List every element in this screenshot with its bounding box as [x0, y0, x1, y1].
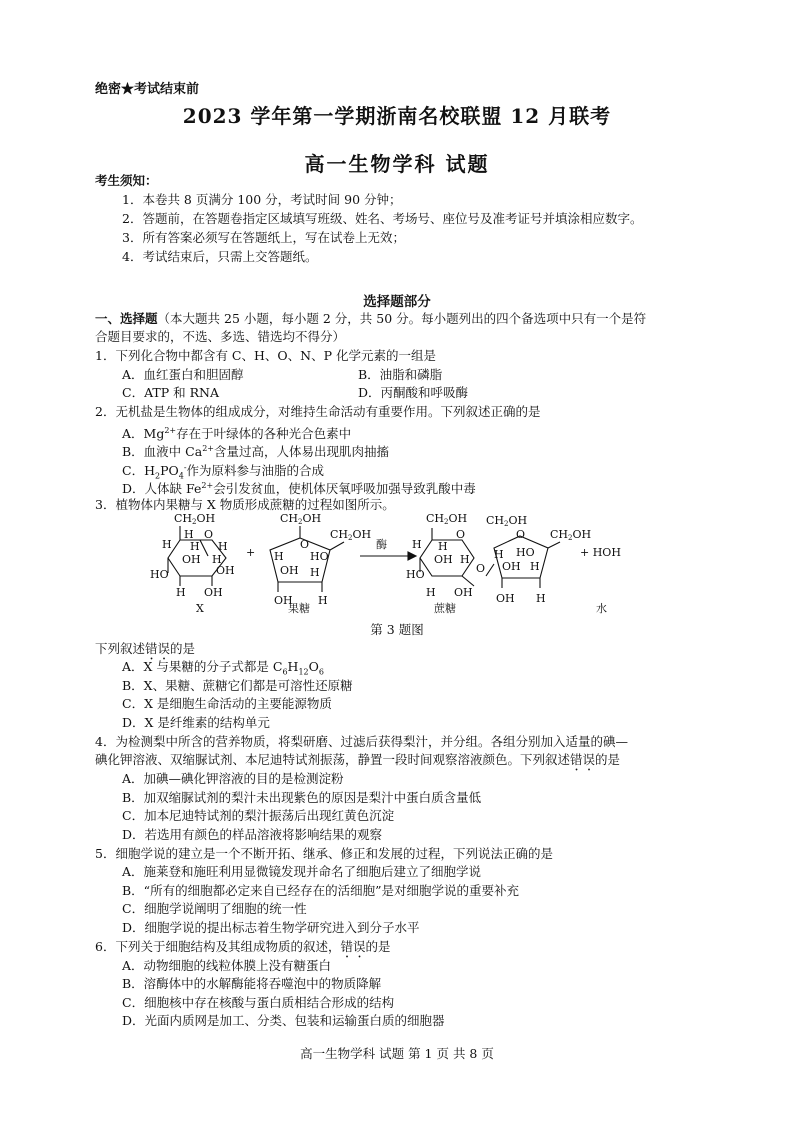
q3-option-d: D．X 是纤维素的结构单元	[122, 715, 270, 730]
question-6-stem: 6．下列关于细胞结构及其组成物质的叙述，错误的是	[95, 939, 391, 954]
svg-text:OH: OH	[204, 586, 223, 599]
q6-option-a: A．动物细胞的线粒体膜上没有糖蛋白	[122, 958, 332, 973]
q6-option-b: B．溶酶体中的水解酶能将吞噬泡中的物质降解	[122, 976, 382, 991]
svg-text:CH2OH: CH2OH	[330, 528, 372, 542]
svg-text:果糖: 果糖	[288, 602, 310, 615]
notice-item: 4．考试结束后，只需上交答题纸。	[122, 249, 318, 264]
notice-item: 1．本卷共 8 页满分 100 分，考试时间 90 分钟；	[122, 192, 402, 207]
q4-option-c: C．加本尼迪特试剂的梨汁振荡后出现红黄色沉淀	[122, 808, 395, 823]
q6-option-d: D．光面内质网是加工、分类、包装和运输蛋白质的细胞器	[122, 1013, 445, 1028]
svg-text:CH2OH: CH2OH	[550, 528, 592, 542]
svg-text:H: H	[190, 540, 200, 553]
q3-option-a: A．X 与果糖的分子式都是 $C_6H_{12}O_6$	[122, 659, 324, 677]
q4-option-b: B．加双缩脲试剂的梨汁未出现紫色的原因是梨汁中蛋白质含量低	[122, 790, 482, 805]
svg-text:CH2OH: CH2OH	[174, 512, 216, 526]
svg-text:CH2OH: CH2OH	[426, 512, 468, 526]
svg-text:OH: OH	[496, 592, 515, 605]
part-label: 一、选择题	[95, 311, 158, 326]
svg-text:H: H	[412, 538, 422, 551]
svg-text:OH: OH	[280, 564, 299, 577]
svg-text:H: H	[184, 528, 194, 541]
q2-option-d: D．人体缺 $Fe^{2+}$会引发贫血，使机体厌氧呼吸加强导致乳酸中毒	[122, 481, 476, 497]
svg-text:H: H	[176, 586, 186, 599]
part-intro	[95, 310, 646, 327]
sucrose-synthesis-figure	[150, 508, 650, 620]
q3-option-b: B．X、果糖、蔗糖它们都是可溶性还原糖	[122, 678, 353, 693]
svg-text:OH: OH	[454, 586, 473, 599]
svg-text:O: O	[476, 562, 486, 575]
svg-text:水: 水	[596, 602, 607, 615]
svg-text:OH: OH	[434, 553, 453, 566]
question-1-stem: 1．下列化合物中都含有 C、H、O、N、P 化学元素的一组是	[95, 348, 436, 363]
page-footer: 高一生物学科 试题 第 1 页 共 8 页	[300, 1046, 494, 1061]
svg-text:+: +	[246, 546, 256, 559]
svg-text:H: H	[212, 553, 222, 566]
svg-text:HO: HO	[406, 568, 425, 581]
svg-text:O: O	[516, 528, 526, 541]
svg-text:OH: OH	[502, 560, 521, 573]
q2-option-a: A．$Mg^{2+}$存在于叶绿体的各种光合色素中	[122, 426, 352, 442]
svg-text:HO: HO	[310, 550, 329, 563]
svg-text:H: H	[318, 594, 328, 607]
q3-option-c: C．X 是细胞生命活动的主要能源物质	[122, 696, 332, 711]
question-4-stem: 4．为检测梨中所含的营养物质，将梨研磨、过滤后获得梨汁，并分组。各组分别加入适量的碘—	[95, 734, 628, 749]
question-5-stem: 5．细胞学说的建立是一个不断开拓、继承、修正和发展的过程，下列说法正确的是	[95, 846, 553, 861]
svg-text:HO: HO	[516, 546, 535, 559]
exam-title: 2023 学年第一学期浙南名校联盟 12 月联考	[182, 104, 612, 128]
svg-text:H: H	[310, 566, 320, 579]
q5-option-b: B．“所有的细胞都必定来自已经存在的活细胞”是对细胞学说的重要补充	[122, 883, 519, 898]
exam-subtitle: 高一生物学科 试题	[304, 152, 490, 176]
svg-text:H: H	[438, 540, 448, 553]
svg-text:H: H	[274, 550, 284, 563]
section-title: 选择题部分	[363, 294, 431, 310]
q5-option-c: C．细胞学说阐明了细胞的统一性	[122, 901, 307, 916]
svg-text:+ HOH: + HOH	[580, 546, 621, 559]
svg-text:H: H	[536, 592, 546, 605]
q5-option-a: A．施莱登和施旺利用显微镜发现并命名了细胞后建立了细胞学说	[122, 864, 482, 879]
svg-text:H: H	[218, 540, 228, 553]
q1-option-b: B．油脂和磷脂	[358, 367, 443, 382]
q1-option-a: A．血红蛋白和胆固醇	[122, 367, 244, 382]
notice-item: 2．答题前，在答题卷指定区域填写班级、姓名、考场号、座位号及准考证号并填涂相应数字。	[122, 211, 643, 226]
svg-text:H: H	[162, 538, 172, 551]
svg-text:O: O	[456, 528, 466, 541]
confidential-mark: 绝密★考试结束前	[95, 82, 200, 97]
q2-option-b: B．血液中 $Ca^{2+}$含量过高，人体易出现肌肉抽搐	[122, 444, 389, 460]
svg-text:OH: OH	[216, 564, 235, 577]
question-2-stem: 2．无机盐是生物体的组成成分，对维持生命活动有重要作用。下列叙述正确的是	[95, 404, 541, 419]
svg-text:H: H	[426, 586, 436, 599]
svg-text:OH: OH	[274, 594, 293, 607]
svg-text:蔗糖: 蔗糖	[434, 602, 456, 615]
svg-text:CH2OH: CH2OH	[486, 514, 528, 528]
svg-text:酶: 酶	[376, 538, 387, 551]
part-desc: （本大题共 25 小题，每小题 2 分，共 50 分。每小题列出的四个备选项中只有一个是符	[157, 311, 647, 326]
svg-text:CH2OH: CH2OH	[280, 512, 322, 526]
question-4-stem-2: 碘化钾溶液、双缩脲试剂、本尼迪特试剂振荡，静置一段时间观察溶液颜色。下列叙述错误的是	[95, 752, 621, 767]
svg-text:H: H	[530, 560, 540, 573]
q3-lead: 下列叙述错误的是	[95, 641, 196, 656]
q2-option-c: C．$H_2PO_4^-$作为原料参与油脂的合成	[122, 463, 325, 481]
svg-text:O: O	[204, 528, 214, 541]
part-desc-2: 合题目要求的，不选、多选、错选均不得分）	[95, 329, 346, 344]
svg-text:OH: OH	[182, 553, 201, 566]
q6-option-c: C．细胞核中存在核酸与蛋白质相结合形成的结构	[122, 995, 395, 1010]
notice-heading: 考生须知：	[95, 173, 158, 188]
q1-option-c: C．ATP 和 RNA	[122, 385, 219, 400]
q4-option-d: D．若选用有颜色的样品溶液将影响结果的观察	[122, 827, 383, 842]
svg-text:H: H	[460, 553, 470, 566]
svg-text:O: O	[300, 538, 310, 551]
q5-option-d: D．细胞学说的提出标志着生物学研究进入到分子水平	[122, 920, 420, 935]
q1-option-d: D．丙酮酸和呼吸酶	[358, 385, 469, 400]
q4-option-a: A．加碘—碘化钾溶液的目的是检测淀粉	[122, 771, 344, 786]
svg-text:X: X	[196, 602, 204, 615]
question-3-stem: 3．植物体内果糖与 X 物质形成蔗糖的过程如图所示。	[95, 497, 395, 512]
figure-caption: 第 3 题图	[370, 622, 424, 637]
notice-item: 3．所有答案必须写在答题纸上，写在试卷上无效；	[122, 230, 405, 245]
svg-text:H: H	[494, 548, 504, 561]
svg-text:HO: HO	[150, 568, 169, 581]
